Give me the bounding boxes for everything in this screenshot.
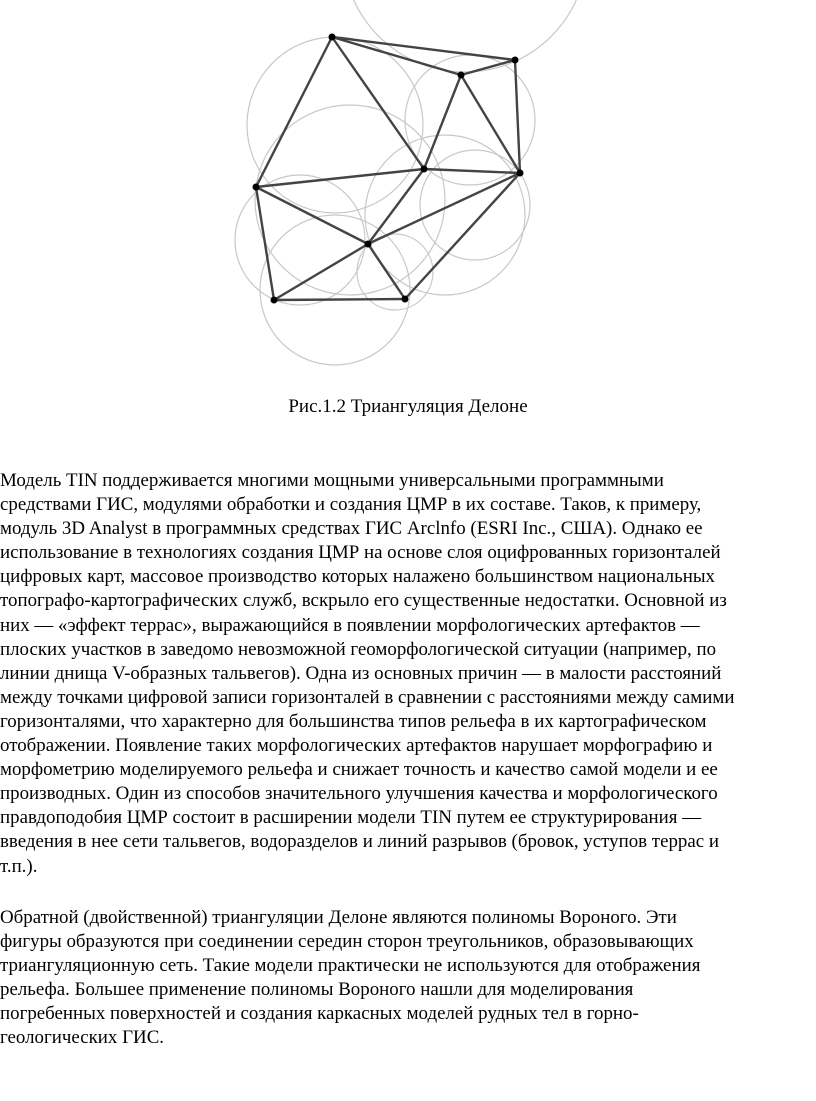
- circumcircle: [260, 215, 410, 365]
- vertex: [271, 297, 278, 304]
- text-line: геологических ГИС.: [0, 1027, 165, 1049]
- vertex: [421, 166, 428, 173]
- text-line: использование в технологиях создания ЦМР на основе слоя оцифрованных горизонталей: [0, 542, 721, 564]
- edge: [256, 187, 274, 300]
- vertex: [329, 34, 336, 41]
- vertices: [253, 34, 524, 304]
- text-line: введения в нее сети тальвегов, водоразделов и линий разрывов (бровок, уступов террас и: [0, 831, 720, 853]
- vertex: [517, 170, 524, 177]
- text-line: цифровых карт, массовое производство которых налажено большинством национальных: [0, 566, 715, 588]
- edge: [424, 169, 520, 173]
- vertex: [458, 72, 465, 79]
- edge: [368, 169, 424, 244]
- text-line: них — «эффект террас», выражающийся в появлении морфологических артефактов —: [0, 614, 700, 636]
- circumcircle: [247, 37, 423, 213]
- edge: [256, 187, 368, 244]
- edge: [461, 75, 520, 173]
- text-line: плоских участков в заведомо невозможной геоморфологической ситуации (например, по: [0, 638, 717, 660]
- text-line: топографо-картографических служб, вскрыло его существенные недостатки. Основной из: [0, 590, 727, 612]
- vertex: [402, 296, 409, 303]
- edge: [461, 60, 515, 75]
- paragraph-tin-model: [0, 469, 816, 879]
- text-line: Обратной (двойственной) триангуляции Делоне являются полиномы Вороного. Эти: [0, 907, 677, 928]
- text-line: рельефа. Большее применение полиномы Вороного нашли для моделирования: [0, 979, 634, 1001]
- text-line: триангуляционную сеть. Такие модели практически не используются для отображения: [0, 955, 701, 977]
- text-line: морфометрию моделируемого рельефа и снижает точность и качество самой модели и ее: [0, 759, 718, 781]
- circumcircle: [343, 0, 587, 72]
- text-line: средствами ГИС, модулями обработки и создания ЦМР в их составе. Таков, к примеру,: [0, 494, 702, 516]
- edge: [332, 37, 515, 60]
- edge: [424, 75, 461, 169]
- text-line: фигуры образуются при соединении середин сторон треугольников, образовывающих: [0, 931, 694, 953]
- edge: [256, 37, 332, 187]
- text-line: производных. Один из способов значительного улучшения качества и морфологического: [0, 783, 718, 805]
- vertex: [512, 57, 519, 64]
- triangle-edges: [256, 37, 520, 300]
- figure-caption: Рис.1.2 Триангуляция Делоне: [288, 396, 528, 417]
- circumcircle: [420, 150, 530, 260]
- text-line: погребенных поверхностей и создания каркасных моделей рудных тел в горно-: [0, 1003, 639, 1025]
- text-line: правдоподобия ЦМР состоит в расширении модели TIN путем ее структурирования —: [0, 807, 702, 829]
- edge: [332, 37, 461, 75]
- text-line: отображении. Появление таких морфологических артефактов нарушает морфографию и: [0, 735, 713, 757]
- vertex: [365, 241, 372, 248]
- vertex: [253, 184, 260, 191]
- paragraph-voronoi: [0, 906, 816, 1051]
- delaunay-triangulation-figure: [0, 0, 816, 385]
- text-line: линии днища V-образных тальвегов). Одна из основных причин — в малости расстояний: [0, 662, 722, 684]
- text-line: между точками цифровой записи горизонталей в сравнении с расстояниями между самими: [0, 686, 735, 708]
- edge: [274, 299, 405, 300]
- edge: [405, 173, 520, 299]
- text-line: модуль 3D Analyst в программных средствах ГИС Arclnfo (ESRI Inc., США). Однако ее: [0, 518, 703, 540]
- triangulation-diagram: [0, 0, 816, 385]
- text-line: Модель TIN поддерживается многими мощными универсальными программными: [0, 470, 664, 491]
- edge: [332, 37, 424, 169]
- text-line: горизонталями, что характерно для большинства типов рельефа в их картографическом: [0, 710, 707, 732]
- text-line: т.п.).: [0, 855, 38, 877]
